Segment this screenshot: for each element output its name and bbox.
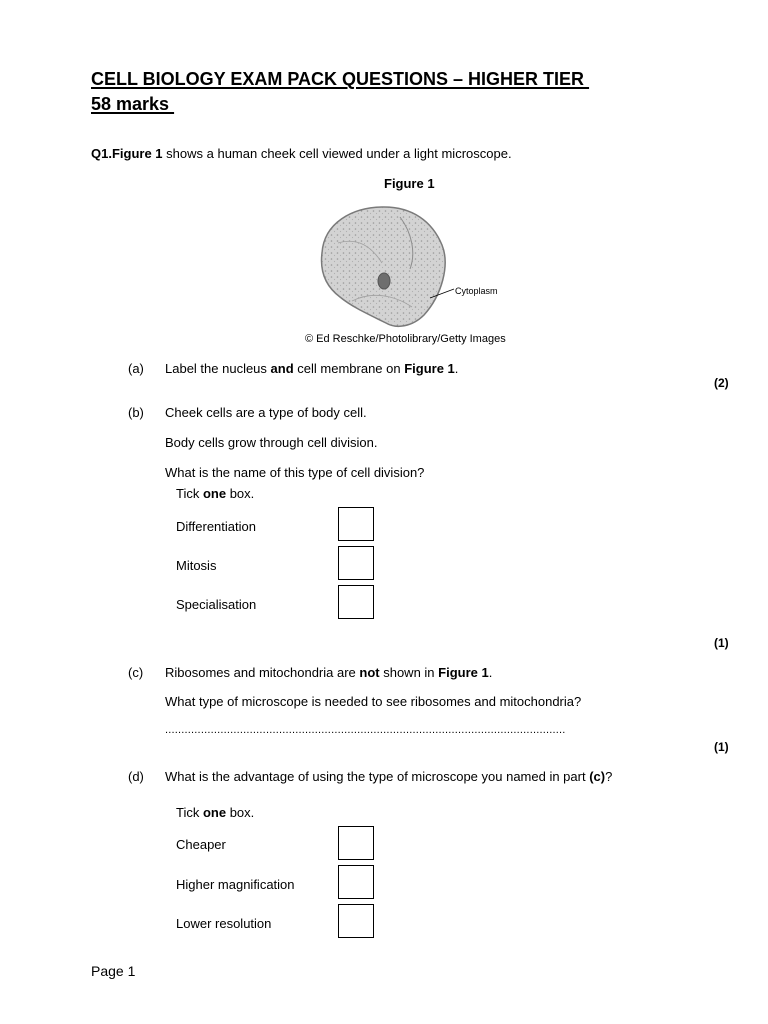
part-d-tick-instruction: Tick one box. <box>176 805 255 820</box>
option-label-specialisation: Specialisation <box>176 597 257 612</box>
part-b-marks: (1) <box>714 636 729 650</box>
part-c-marks: (1) <box>714 740 729 754</box>
part-a-marks: (2) <box>714 376 729 390</box>
part-a-letter: (a) <box>128 361 144 376</box>
q1-number: Q1. <box>91 146 112 161</box>
page-title-line-1: CELL BIOLOGY EXAM PACK QUESTIONS – HIGHER TIER <box>91 69 590 89</box>
option-label-cheaper: Cheaper <box>176 837 226 852</box>
figure-caption: Figure 1 <box>384 176 435 191</box>
q1-intro-text: shows a human cheek cell viewed under a light microscope. <box>162 146 512 161</box>
part-c-answer-line[interactable]: ........................................................................................................................... <box>165 724 566 736</box>
page-title-line-2: 58 marks <box>91 94 175 114</box>
cell-nucleus <box>378 273 390 289</box>
option-label-differentiation: Differentiation <box>176 519 256 534</box>
q1-figure-ref: Figure 1 <box>111 146 163 161</box>
part-a-question: Label the nucleus and cell membrane on Figure 1. <box>165 361 459 376</box>
part-c-question: Ribosomes and mitochondria are not shown in Figure 1. <box>165 665 493 680</box>
option-label-lower-resolution: Lower resolution <box>176 916 272 931</box>
tick-box-specialisation[interactable] <box>338 585 374 619</box>
option-label-mitosis: Mitosis <box>176 558 217 573</box>
part-c-line-2: What type of microscope is needed to see ribosomes and mitochondria? <box>165 694 582 709</box>
part-d-letter: (d) <box>128 769 144 784</box>
tick-box-mitosis[interactable] <box>338 546 374 580</box>
tick-box-higher-magnification[interactable] <box>338 865 374 899</box>
option-label-higher-magnification: Higher magnification <box>176 877 295 892</box>
part-b-tick-instruction: Tick one box. <box>176 486 255 501</box>
part-c-letter: (c) <box>128 665 144 680</box>
figure-credit: © Ed Reschke/Photolibrary/Getty Images <box>305 333 506 345</box>
part-b-letter: (b) <box>128 405 144 420</box>
page-number: Page 1 <box>91 963 136 979</box>
q1-intro <box>91 146 512 161</box>
tick-box-cheaper[interactable] <box>338 826 374 860</box>
part-b-line-2: Body cells grow through cell division. <box>165 435 378 450</box>
cytoplasm-label: Cytoplasm <box>455 286 498 296</box>
part-b-line-1: Cheek cells are a type of body cell. <box>165 405 367 420</box>
tick-box-differentiation[interactable] <box>338 507 374 541</box>
cheek-cell-figure <box>312 203 512 333</box>
tick-box-lower-resolution[interactable] <box>338 904 374 938</box>
cell-membrane <box>322 207 446 326</box>
part-d-question: What is the advantage of using the type of microscope you named in part (c)? <box>165 769 613 784</box>
part-b-line-3: What is the name of this type of cell division? <box>165 465 425 480</box>
